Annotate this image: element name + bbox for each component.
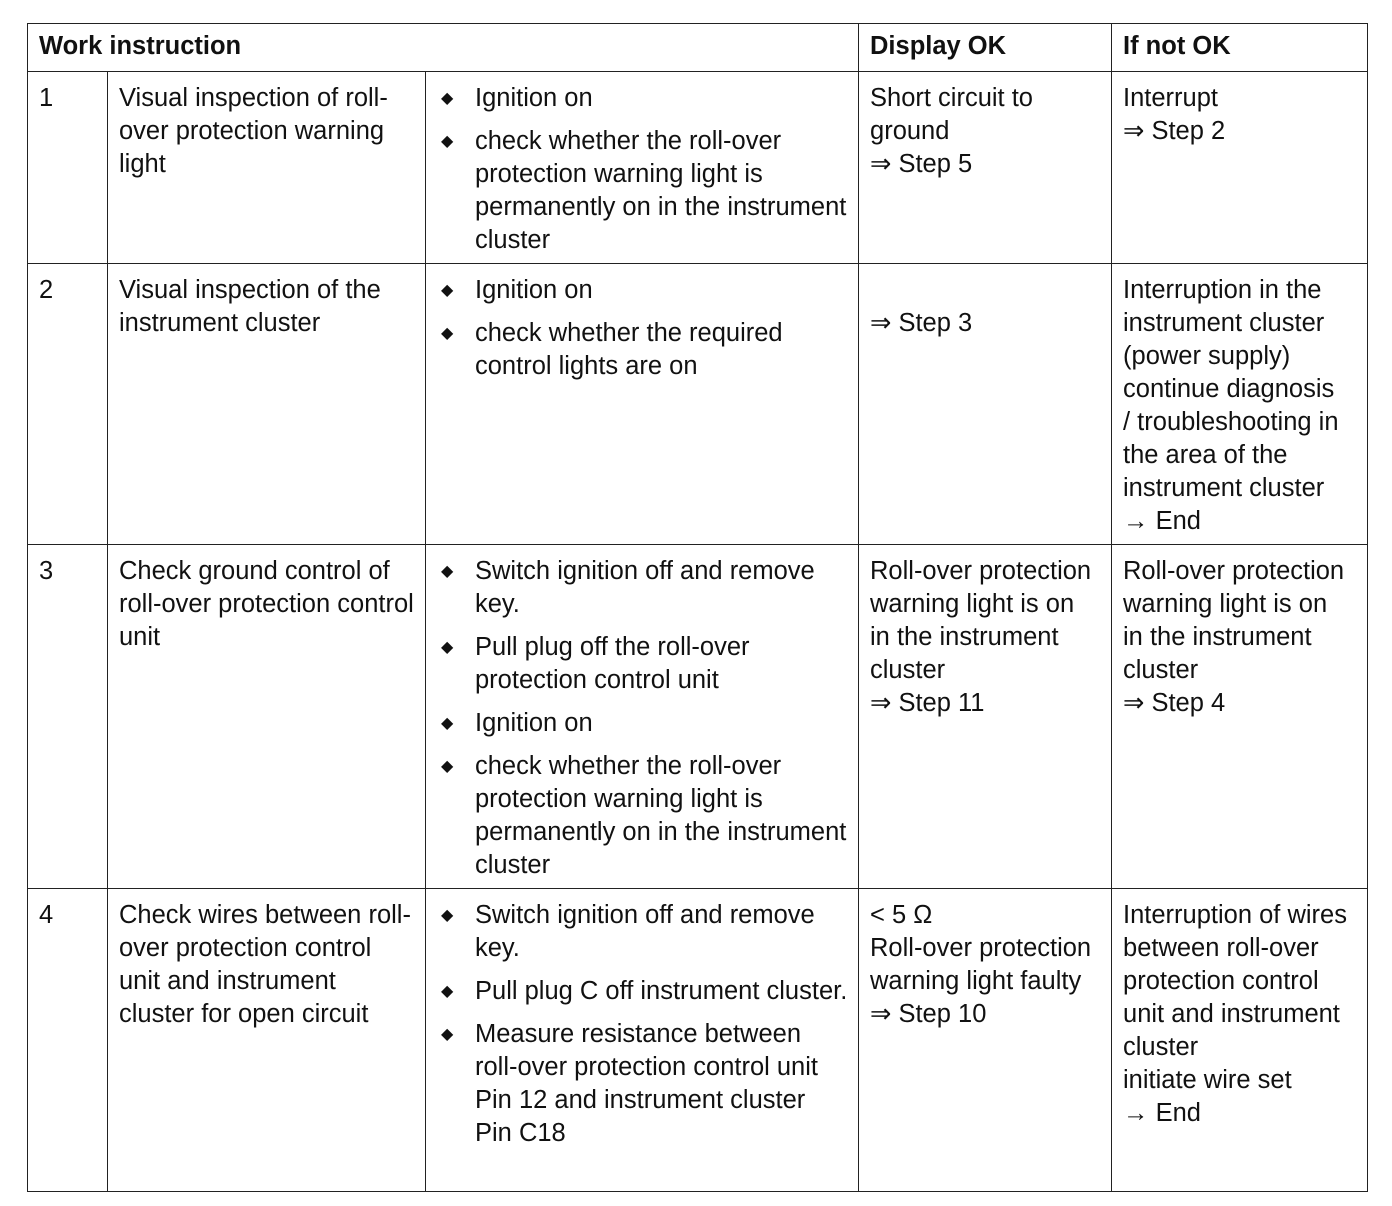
display-ok-line: ground bbox=[870, 117, 950, 145]
if-not-ok-cell bbox=[1112, 545, 1368, 889]
if-not-ok-line: → End bbox=[1123, 1099, 1201, 1127]
work-instruction-table bbox=[27, 23, 1368, 1192]
action-item: ◆ Measure resistance between roll-over protection control unit Pin 12 and instrument cluster Pin C18 bbox=[441, 1020, 818, 1147]
step-number: 3 bbox=[28, 545, 108, 889]
header-row bbox=[28, 24, 1368, 72]
display-ok-line: in the instrument bbox=[870, 623, 1059, 651]
action-list-cell bbox=[426, 264, 859, 545]
if-not-ok-line: the area of the bbox=[1123, 441, 1288, 469]
task-description: Visual inspection of the instrument cluster bbox=[108, 264, 426, 545]
header-display-ok: Display OK bbox=[859, 24, 1112, 72]
task-description: Check ground control of roll-over protection control unit bbox=[108, 545, 426, 889]
if-not-ok-line: Roll-over protection bbox=[1123, 557, 1345, 585]
action-list bbox=[437, 82, 848, 257]
if-not-ok-line: → End bbox=[1123, 507, 1201, 535]
action-list-cell bbox=[426, 545, 859, 889]
display-ok-line: Roll-over protection bbox=[870, 934, 1092, 962]
if-not-ok-line: ⇒ Step 2 bbox=[1123, 117, 1226, 145]
if-not-ok-line: initiate wire set bbox=[1123, 1066, 1292, 1094]
action-list bbox=[437, 899, 848, 1150]
action-item: ◆ Pull plug off the roll-over protection control unit bbox=[441, 633, 750, 694]
action-item: ◆ Pull plug C off instrument cluster. bbox=[437, 975, 848, 1008]
table-row bbox=[28, 545, 1368, 889]
diamond-bullet-icon: ◆ bbox=[441, 639, 454, 656]
diamond-bullet-icon: ◆ bbox=[441, 133, 454, 150]
header-work-instruction: Work instruction bbox=[28, 24, 859, 72]
if-not-ok-line: Interruption in the bbox=[1123, 276, 1322, 304]
display-ok-line: < 5 Ω bbox=[870, 901, 933, 929]
if-not-ok-line: / troubleshooting in bbox=[1123, 408, 1339, 436]
display-ok-line: ⇒ Step 10 bbox=[870, 1000, 987, 1028]
if-not-ok-line: instrument cluster bbox=[1123, 474, 1325, 502]
display-ok-cell bbox=[859, 545, 1112, 889]
display-ok-line bbox=[870, 274, 1101, 307]
diamond-bullet-icon: ◆ bbox=[441, 282, 454, 299]
if-not-ok-line: Interrupt bbox=[1123, 84, 1218, 112]
action-list bbox=[437, 555, 848, 882]
table-row bbox=[28, 889, 1368, 1192]
if-not-ok-line: protection control bbox=[1123, 967, 1319, 995]
if-not-ok-line: between roll-over bbox=[1123, 934, 1319, 962]
task-description: Check wires between roll-over protection control unit and instrument cluster for open circuit bbox=[108, 889, 426, 1192]
if-not-ok-line: warning light is on bbox=[1123, 590, 1328, 618]
diamond-bullet-icon: ◆ bbox=[441, 563, 454, 580]
action-list bbox=[437, 274, 848, 383]
if-not-ok-line: Interruption of wires bbox=[1123, 901, 1347, 929]
if-not-ok-cell bbox=[1112, 264, 1368, 545]
display-ok-cell bbox=[859, 889, 1112, 1192]
action-item: ◆ check whether the required control lights are on bbox=[441, 319, 783, 380]
action-item: ◆ Ignition on bbox=[437, 274, 848, 307]
display-ok-line: Short circuit to bbox=[870, 84, 1033, 112]
table-row bbox=[28, 72, 1368, 264]
diamond-bullet-icon: ◆ bbox=[441, 90, 454, 107]
if-not-ok-line: instrument cluster bbox=[1123, 309, 1325, 337]
display-ok-cell bbox=[859, 72, 1112, 264]
action-item: ◆ Ignition on bbox=[437, 707, 848, 740]
action-item: ◆ Switch ignition off and remove key. bbox=[441, 557, 815, 618]
action-item: ◆ Ignition on bbox=[437, 82, 848, 115]
diamond-bullet-icon: ◆ bbox=[441, 758, 454, 775]
display-ok-line: Roll-over protection bbox=[870, 557, 1092, 585]
action-list-cell bbox=[426, 889, 859, 1192]
if-not-ok-line: unit and instrument bbox=[1123, 1000, 1340, 1028]
display-ok-line: ⇒ Step 5 bbox=[870, 150, 973, 178]
step-number: 1 bbox=[28, 72, 108, 264]
if-not-ok-line: in the instrument bbox=[1123, 623, 1312, 651]
if-not-ok-cell bbox=[1112, 72, 1368, 264]
action-item: ◆ check whether the roll-over protection warning light is permanently on in the instrument cluster bbox=[441, 752, 847, 879]
if-not-ok-line: ⇒ Step 4 bbox=[1123, 689, 1226, 717]
display-ok-line: cluster bbox=[870, 656, 946, 684]
if-not-ok-line: (power supply) bbox=[1123, 342, 1291, 370]
header-if-not-ok: If not OK bbox=[1112, 24, 1368, 72]
diamond-bullet-icon: ◆ bbox=[441, 325, 454, 342]
action-item: ◆ Switch ignition off and remove key. bbox=[441, 901, 815, 962]
if-not-ok-line: cluster bbox=[1123, 1033, 1199, 1061]
step-number: 4 bbox=[28, 889, 108, 1192]
action-item: ◆ check whether the roll-over protection warning light is permanently on in the instrument cluster bbox=[441, 127, 847, 254]
diamond-bullet-icon: ◆ bbox=[441, 715, 454, 732]
display-ok-line: ⇒ Step 11 bbox=[870, 689, 985, 717]
task-description: Visual inspection of roll-over protection warning light bbox=[108, 72, 426, 264]
step-number: 2 bbox=[28, 264, 108, 545]
diamond-bullet-icon: ◆ bbox=[441, 983, 454, 1000]
display-ok-line: warning light faulty bbox=[870, 967, 1082, 995]
display-ok-line: warning light is on bbox=[870, 590, 1075, 618]
if-not-ok-cell bbox=[1112, 889, 1368, 1192]
diamond-bullet-icon: ◆ bbox=[441, 907, 454, 924]
action-list-cell bbox=[426, 72, 859, 264]
if-not-ok-line: cluster bbox=[1123, 656, 1199, 684]
display-ok-line: ⇒ Step 3 bbox=[870, 309, 973, 337]
table-row bbox=[28, 264, 1368, 545]
diamond-bullet-icon: ◆ bbox=[441, 1026, 454, 1043]
display-ok-cell bbox=[859, 264, 1112, 545]
if-not-ok-line: continue diagnosis bbox=[1123, 375, 1335, 403]
